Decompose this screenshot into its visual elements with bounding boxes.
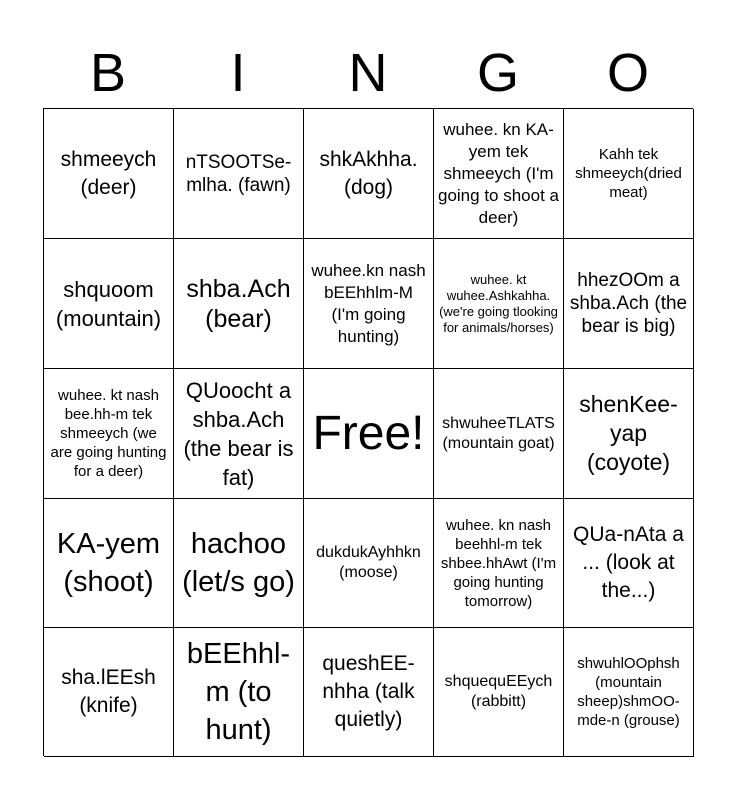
bingo-cell[interactable] xyxy=(304,499,434,628)
bingo-cell[interactable] xyxy=(564,109,694,239)
bingo-cell[interactable] xyxy=(174,369,304,499)
cell-text: hhezOOm a shba.Ach (the bear is big) xyxy=(569,270,688,337)
bingo-header xyxy=(43,38,693,108)
cell-text: queshEE-nhha (talk quietly) xyxy=(322,652,415,731)
bingo-cell[interactable] xyxy=(434,499,564,628)
bingo-cell[interactable] xyxy=(434,109,564,239)
cell-text: wuhee.kn nash bEEhhlm-M (I'm going hunting) xyxy=(311,260,426,346)
bingo-cell[interactable] xyxy=(304,628,434,757)
cell-text: KA-yem (shoot) xyxy=(56,528,161,598)
header-letter-b: B xyxy=(89,43,127,103)
cell-text: shwuheeTLATS (mountain goat) xyxy=(442,414,555,452)
cell-text: shmeeych (deer) xyxy=(60,147,157,199)
bingo-cell[interactable] xyxy=(564,628,694,757)
header-letter-g: G xyxy=(476,43,519,103)
cell-text: wuhee. kn nash beehhl-m tek shbee.hhAwt (I'm going hunting tomorrow) xyxy=(440,516,557,610)
cell-text: shba.Ach (bear) xyxy=(186,274,291,333)
cell-text: QUa-nAta a ... (look at the...) xyxy=(573,523,684,602)
cell-text: shenKee-yap (coyote) xyxy=(579,391,678,475)
cell-text: Kahh tek shmeeych(dried meat) xyxy=(575,146,682,201)
bingo-cell[interactable] xyxy=(44,109,174,239)
bingo-board xyxy=(43,108,693,756)
header-letter-o: O xyxy=(606,43,649,103)
cell-text: wuhee. kt nash bee.hh-m tek shmeeych (we are going hunting for a deer) xyxy=(50,387,167,480)
cell-text: dukdukAyhhkn (moose) xyxy=(316,544,421,581)
bingo-cell[interactable] xyxy=(174,239,304,369)
cell-text: shquoom (mountain) xyxy=(55,276,162,331)
bingo-cell[interactable] xyxy=(174,499,304,628)
bingo-cell[interactable] xyxy=(304,109,434,239)
cell-text: wuhee. kt wuhee.Ashkahha. (we're going tlooking for animals/horses) xyxy=(439,271,558,335)
bingo-cell[interactable] xyxy=(174,628,304,757)
bingo-cell[interactable] xyxy=(564,239,694,369)
bingo-cell[interactable] xyxy=(44,239,174,369)
cell-text: nTSOOTSe-mlha. (fawn) xyxy=(185,151,292,196)
cell-text: bEEhhl-m (to hunt) xyxy=(186,638,291,746)
bingo-cell[interactable] xyxy=(174,109,304,239)
header-letter-i: I xyxy=(230,43,246,103)
header-letter-n: N xyxy=(348,43,388,103)
bingo-cell[interactable] xyxy=(44,369,174,499)
bingo-cell[interactable] xyxy=(44,499,174,628)
bingo-cell[interactable] xyxy=(434,628,564,757)
cell-text: QUoocht a shba.Ach (the bear is fat) xyxy=(183,377,294,490)
cell-text: hachoo (let/s go) xyxy=(182,528,295,598)
bingo-cell[interactable] xyxy=(434,239,564,369)
free-cell[interactable] xyxy=(304,369,434,499)
free-text: Free! xyxy=(312,406,425,460)
bingo-cell[interactable] xyxy=(44,628,174,757)
bingo-cell[interactable] xyxy=(304,239,434,369)
cell-text: shwuhlOOphsh (mountain sheep)shmOO-mde-n (grouse) xyxy=(577,655,680,729)
cell-text: wuhee. kn KA-yem tek shmeeych (I'm going to shoot a deer) xyxy=(438,119,559,227)
cell-text: sha.lEEsh (knife) xyxy=(61,666,156,717)
bingo-cell[interactable] xyxy=(564,369,694,499)
cell-text: shkAkhha. (dog) xyxy=(319,147,418,199)
bingo-cell[interactable] xyxy=(564,499,694,628)
bingo-cell[interactable] xyxy=(434,369,564,499)
cell-text: shquequEEych (rabbitt) xyxy=(444,673,553,710)
